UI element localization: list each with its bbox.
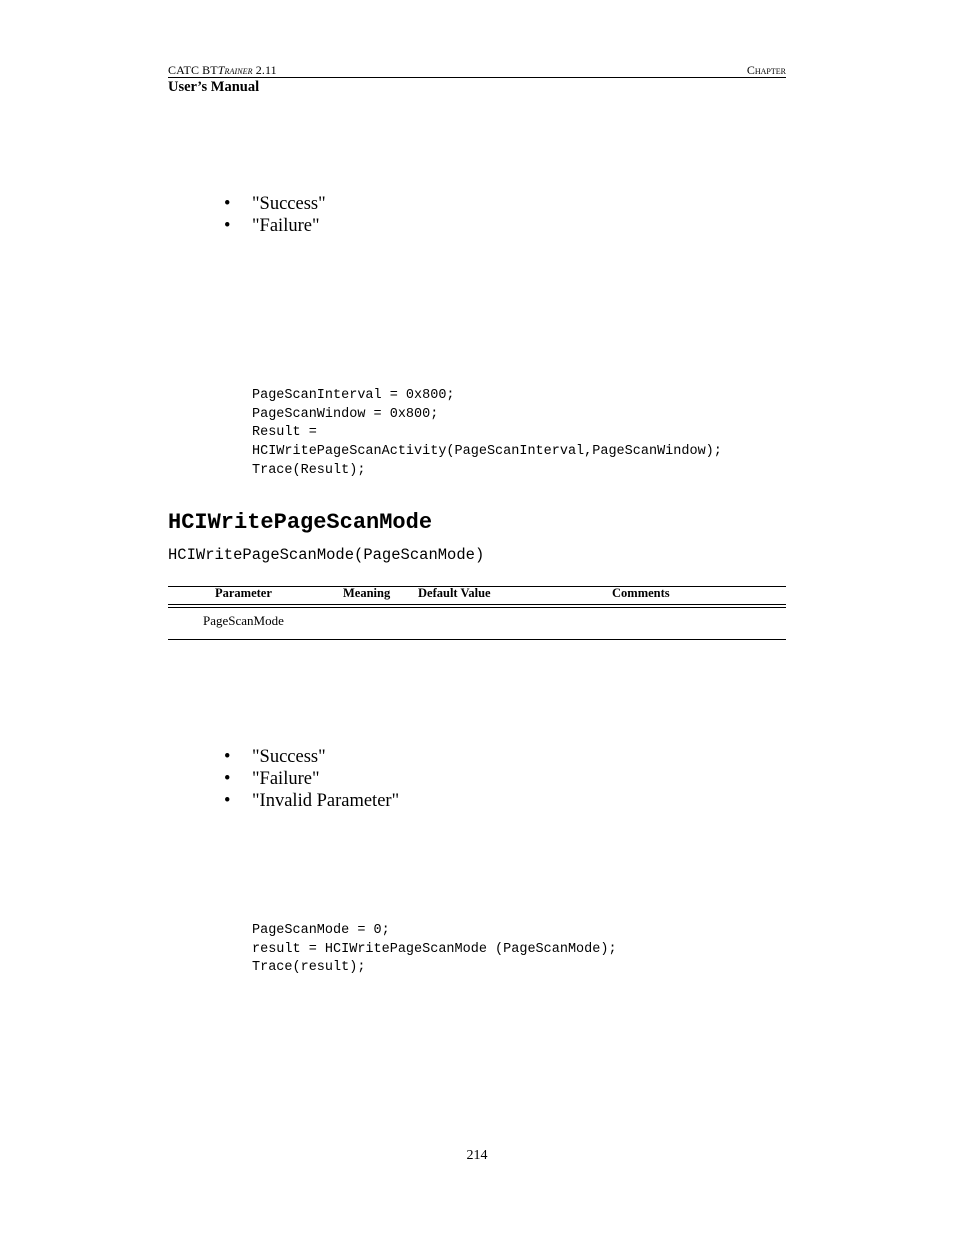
list-item: • "Failure" (224, 769, 320, 789)
table-header-comments: Comments (612, 586, 670, 600)
code-line: PageScanInterval = 0x800; (252, 388, 455, 403)
code-example-1 (252, 387, 722, 481)
table-header-meaning: Meaning (343, 586, 391, 600)
return-values-list-1 (224, 193, 326, 237)
bullet-icon: • (224, 194, 231, 214)
running-header-chapter: Chapter (746, 63, 786, 77)
page-number: 214 (466, 1148, 488, 1163)
list-item: • "Success" (224, 194, 326, 214)
running-header-product: CATC BTTrainer 2.11 (168, 63, 277, 77)
list-item: • "Invalid Parameter" (224, 791, 400, 811)
code-line: PageScanMode = 0; (252, 923, 390, 938)
code-line: HCIWritePageScanActivity(PageScanInterval,PageScanWindow); (252, 444, 722, 460)
table-header-default-value: Default Value (418, 586, 491, 600)
code-line: Result = (252, 425, 317, 441)
list-item: • "Success" (224, 747, 326, 767)
list-item: • "Failure" (224, 216, 320, 236)
bullet-icon: • (224, 216, 231, 236)
function-signature: HCIWritePageScanMode(PageScanMode) (168, 546, 485, 564)
header-rule (168, 77, 786, 78)
bullet-icon: • (224, 791, 231, 811)
product-name-italic: Trainer (217, 63, 253, 77)
table-bottom-rule (168, 639, 786, 640)
return-values-list-2 (224, 746, 400, 812)
bullet-icon: • (224, 769, 231, 789)
table-cell-parameter: PageScanMode (203, 613, 284, 628)
code-line: Trace(Result); (252, 462, 366, 478)
code-line: PageScanWindow = 0x800; (252, 406, 439, 422)
table-header-rule-2 (168, 607, 786, 608)
table-header-rule-1 (168, 604, 786, 605)
code-line: Trace(result); (252, 960, 366, 976)
code-line: result = HCIWritePageScanMode (PageScanMode); (252, 941, 617, 957)
section-title: HCIWritePageScanMode (168, 510, 433, 535)
bullet-icon: • (224, 747, 231, 767)
running-header-subtitle: User’s Manual (168, 79, 260, 95)
table-header-parameter: Parameter (215, 586, 272, 600)
code-example-2 (252, 922, 617, 978)
